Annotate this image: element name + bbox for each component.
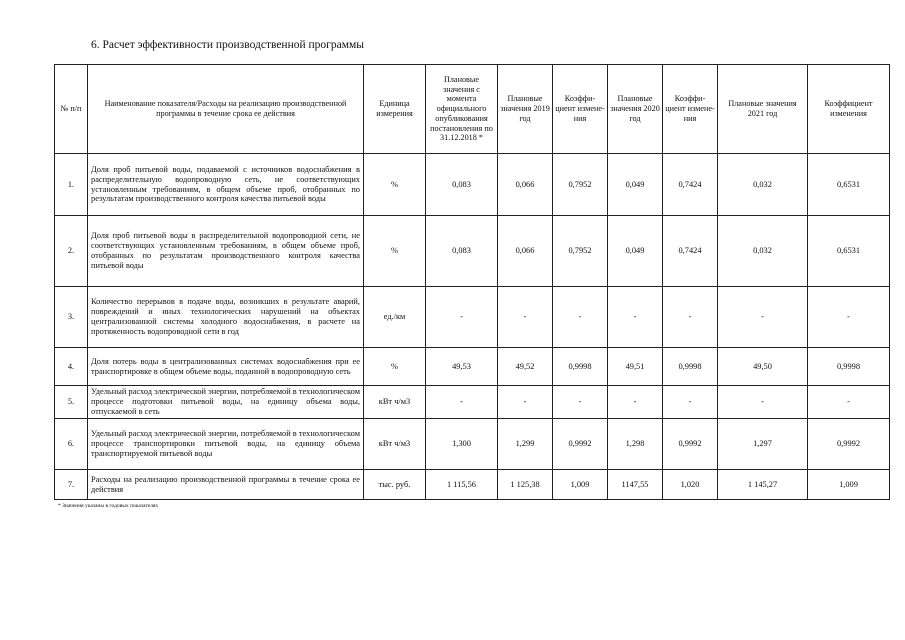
value-cell: 0,9992 [808,419,890,470]
value-cell: 49,52 [498,348,553,386]
header-cell: № п/п [55,65,88,154]
value-cell: 0,032 [718,154,808,216]
header-cell: Коэффи-циент измене-ния [663,65,718,154]
table-row [55,470,890,500]
header-cell: Наименование показателя/Расходы на реализацию производственной программы в течение срока ее действия [88,65,364,154]
table-row [55,216,890,287]
value-cell: 0,032 [718,216,808,287]
value-cell: 1,009 [553,470,608,500]
value-cell: - [553,287,608,348]
value-cell: 1,297 [718,419,808,470]
value-cell: - [718,287,808,348]
row-number: 2. [55,216,88,287]
value-cell: 0,7952 [553,154,608,216]
value-cell: 0,9998 [808,348,890,386]
row-number: 4. [55,348,88,386]
value-cell: 0,7424 [663,154,718,216]
table-row [55,386,890,419]
value-cell: 0,9992 [663,419,718,470]
value-cell: 0,049 [608,216,663,287]
indicator-name: Удельный расход электрической энергии, потребляемой в технологическом процессе транспортировки питьевой воды, на единицу объема транспортируемой питьевой воды [88,419,364,470]
row-number: 3. [55,287,88,348]
value-cell: - [808,287,890,348]
value-cell: 0,083 [426,216,498,287]
header-cell: Плановые значения 2019 год [498,65,553,154]
table-row [55,154,890,216]
value-cell: 0,9998 [553,348,608,386]
value-cell: 1 115,56 [426,470,498,500]
value-cell: тыс. руб. [364,470,426,500]
value-cell: 0,7424 [663,216,718,287]
value-cell: 0,083 [426,154,498,216]
value-cell: 1,299 [498,419,553,470]
indicator-name: Доля проб питьевой воды, подаваемой с источников водоснабжения в распределительную водопроводную сеть, не соответствующих установленным требованиям, в общем объеме проб, отобранных по результатам производственного контроля качества питьевой воды [88,154,364,216]
value-cell: кВт ч/м3 [364,386,426,419]
value-cell: 1147,55 [608,470,663,500]
value-cell: - [608,386,663,419]
row-number: 6. [55,419,88,470]
header-cell: Коэффи-циент измене-ния [553,65,608,154]
value-cell: кВт ч/м3 [364,419,426,470]
value-cell: - [498,386,553,419]
indicator-name: Доля проб питьевой воды в распределительной водопроводной сети, не соответствующих установленным требованиям, в общем объеме проб, отобранных по результатам производственного контроля качества питьевой воды [88,216,364,287]
table-header-row [55,65,890,154]
footnote: * Значения указаны в годовых показателях [58,503,159,509]
value-cell: 1 125,38 [498,470,553,500]
value-cell: % [364,348,426,386]
value-cell: 1 145,27 [718,470,808,500]
value-cell: - [553,386,608,419]
value-cell: - [718,386,808,419]
value-cell: 49,50 [718,348,808,386]
value-cell: - [426,287,498,348]
value-cell: - [498,287,553,348]
header-cell: Плановые значения с момента официального опубликования постановления по 31.12.2018 * [426,65,498,154]
value-cell: 0,9992 [553,419,608,470]
value-cell: 0,049 [608,154,663,216]
value-cell: 0,7952 [553,216,608,287]
value-cell: 0,6531 [808,216,890,287]
row-number: 1. [55,154,88,216]
value-cell: 0,9998 [663,348,718,386]
section-title: 6. Расчет эффективности производственной программы [91,39,365,51]
value-cell: 49,51 [608,348,663,386]
value-cell: - [608,287,663,348]
value-cell: % [364,154,426,216]
indicator-name: Удельный расход электрической энергии, потребляемой в технологическом процессе подготовки питьевой воды, на единицу объема воды, отпускаемой в сеть [88,386,364,419]
header-cell: Коэффициент изменения [808,65,890,154]
value-cell: - [663,287,718,348]
value-cell: 49,53 [426,348,498,386]
value-cell: - [808,386,890,419]
table-row [55,348,890,386]
efficiency-table [54,64,890,500]
value-cell: - [663,386,718,419]
table-row [55,419,890,470]
value-cell: 0,066 [498,216,553,287]
value-cell: 1,020 [663,470,718,500]
table-row [55,287,890,348]
value-cell: - [426,386,498,419]
header-cell: Единица измерения [364,65,426,154]
indicator-name: Расходы на реализацию производственной программы в течение срока ее действия [88,470,364,500]
value-cell: 1,298 [608,419,663,470]
header-cell: Плановые значения 2021 год [718,65,808,154]
value-cell: 0,6531 [808,154,890,216]
value-cell: 1,009 [808,470,890,500]
indicator-name: Количество перерывов в подаче воды, возникших в результате аварий, повреждений и иных технологических нарушений на объектах централизованной системы холодного водоснабжения, в расчете на протяженность водопроводной сети в год [88,287,364,348]
row-number: 5. [55,386,88,419]
header-cell: Плановые значения 2020 год [608,65,663,154]
indicator-name: Доля потерь воды в централизованных системах водоснабжения при ее транспортировке в общем объеме воды, поданной в водопроводную сеть [88,348,364,386]
value-cell: 0,066 [498,154,553,216]
row-number: 7. [55,470,88,500]
value-cell: 1,300 [426,419,498,470]
value-cell: ед./км [364,287,426,348]
value-cell: % [364,216,426,287]
